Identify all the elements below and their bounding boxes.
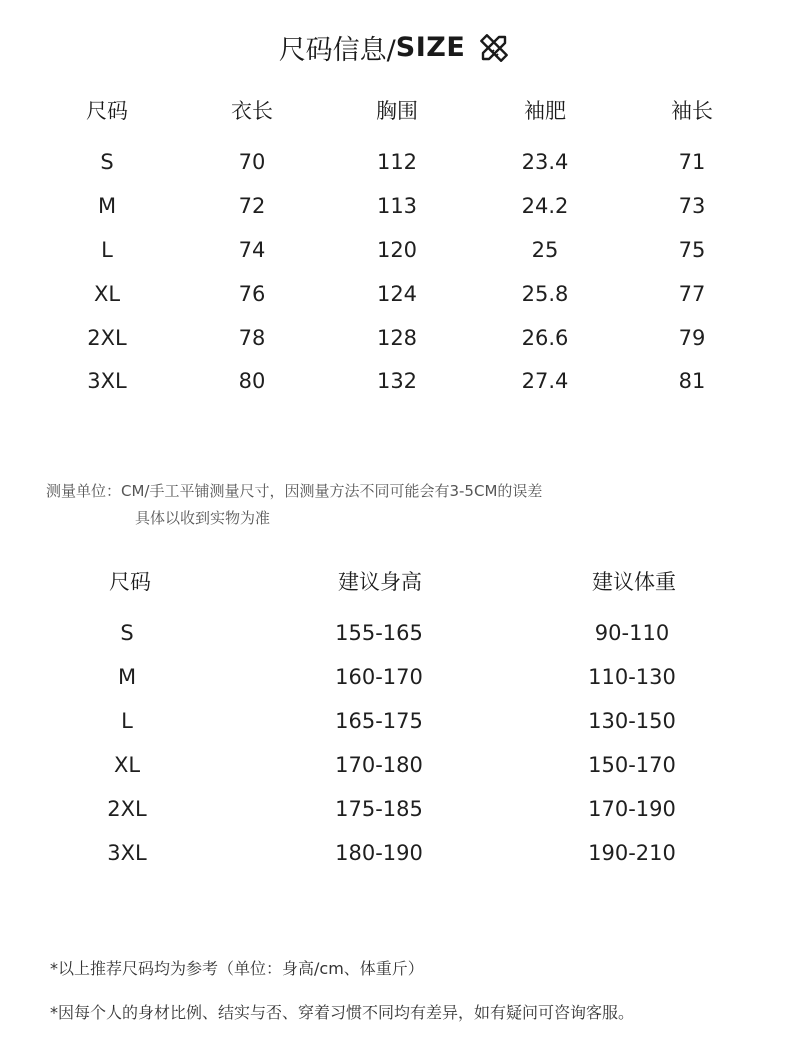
cell-weight: 170-190 — [588, 797, 676, 821]
table-row — [0, 316, 790, 360]
header-size: 尺码 — [86, 99, 128, 123]
cell-length: 78 — [238, 326, 266, 350]
cell-chest: 128 — [376, 326, 418, 350]
header-height: 建议身高 — [338, 570, 422, 594]
cell-chest: 132 — [376, 369, 418, 393]
cell-weight: 150-170 — [588, 753, 676, 777]
cell-size: S — [100, 150, 114, 174]
cell-height: 180-190 — [335, 841, 423, 865]
header-sleeve-length: 袖长 — [671, 99, 713, 123]
cell-size: XL — [113, 753, 141, 777]
page-title — [0, 28, 790, 67]
cell-length: 80 — [238, 369, 266, 393]
cell-weight: 130-150 — [588, 709, 676, 733]
cell-size: S — [120, 621, 134, 645]
table-row — [0, 359, 790, 403]
table-row — [0, 184, 790, 228]
cell-height: 175-185 — [335, 797, 423, 821]
header-length: 衣长 — [231, 99, 273, 123]
cell-sleeve-width: 25.8 — [521, 282, 569, 306]
title-main: 尺码信息/ — [278, 35, 396, 66]
header-chest: 胸围 — [376, 99, 418, 123]
cell-size: L — [121, 709, 133, 733]
cell-sleeve-width: 25 — [531, 238, 559, 262]
table-row — [0, 140, 790, 184]
cell-chest: 120 — [376, 238, 418, 262]
table-row — [0, 228, 790, 272]
table-row — [0, 611, 790, 655]
cell-size: 2XL — [107, 797, 147, 821]
ruler-pencil-icon — [477, 31, 511, 65]
cell-sleeve-length: 75 — [678, 238, 706, 262]
size-table-header — [0, 89, 790, 133]
cell-length: 74 — [238, 238, 266, 262]
cell-chest: 112 — [376, 150, 418, 174]
cell-sleeve-length: 71 — [678, 150, 706, 174]
header-weight: 建议体重 — [592, 570, 676, 594]
cell-height: 160-170 — [335, 665, 423, 689]
cell-size: 3XL — [87, 369, 127, 393]
cell-length: 70 — [238, 150, 266, 174]
cell-sleeve-length: 73 — [678, 194, 706, 218]
table-row — [0, 743, 790, 787]
cell-sleeve-width: 23.4 — [521, 150, 569, 174]
cell-chest: 113 — [376, 194, 418, 218]
cell-chest: 124 — [376, 282, 418, 306]
cell-height: 165-175 — [335, 709, 423, 733]
cell-length: 76 — [238, 282, 266, 306]
cell-sleeve-length: 81 — [678, 369, 706, 393]
table-row — [0, 655, 790, 699]
cell-weight: 190-210 — [588, 841, 676, 865]
cell-size: M — [97, 194, 117, 218]
cell-weight: 90-110 — [594, 621, 670, 645]
header-size: 尺码 — [109, 570, 151, 594]
disclaimer-note: *因每个人的身材比例、结实与否、穿着习惯不同均有差异，如有疑问可咨询客服。 — [50, 1003, 635, 1022]
measurement-note-detail: 具体以收到实物为准 — [135, 509, 271, 527]
cell-size: M — [117, 665, 137, 689]
measurement-note: 测量单位：CM/手工平铺测量尺寸，因测量方法不同可能会有3-5CM的误差 — [46, 482, 543, 500]
table-row — [0, 831, 790, 875]
table-row — [0, 699, 790, 743]
header-sleeve-width: 袖肥 — [524, 99, 566, 123]
table-row — [0, 787, 790, 831]
cell-size: 3XL — [107, 841, 147, 865]
cell-size: XL — [93, 282, 121, 306]
cell-sleeve-width: 24.2 — [521, 194, 569, 218]
cell-length: 72 — [238, 194, 266, 218]
cell-height: 170-180 — [335, 753, 423, 777]
cell-weight: 110-130 — [588, 665, 676, 689]
cell-sleeve-width: 27.4 — [521, 369, 569, 393]
cell-sleeve-length: 79 — [678, 326, 706, 350]
cell-size: 2XL — [87, 326, 127, 350]
cell-sleeve-length: 77 — [678, 282, 706, 306]
cell-height: 155-165 — [335, 621, 423, 645]
reference-note: *以上推荐尺码均为参考（单位：身高/cm、体重斤） — [50, 959, 424, 978]
recommendation-table-header — [0, 560, 790, 604]
title-size: SIZE — [395, 32, 466, 63]
cell-size: L — [101, 238, 113, 262]
table-row — [0, 272, 790, 316]
cell-sleeve-width: 26.6 — [521, 326, 569, 350]
